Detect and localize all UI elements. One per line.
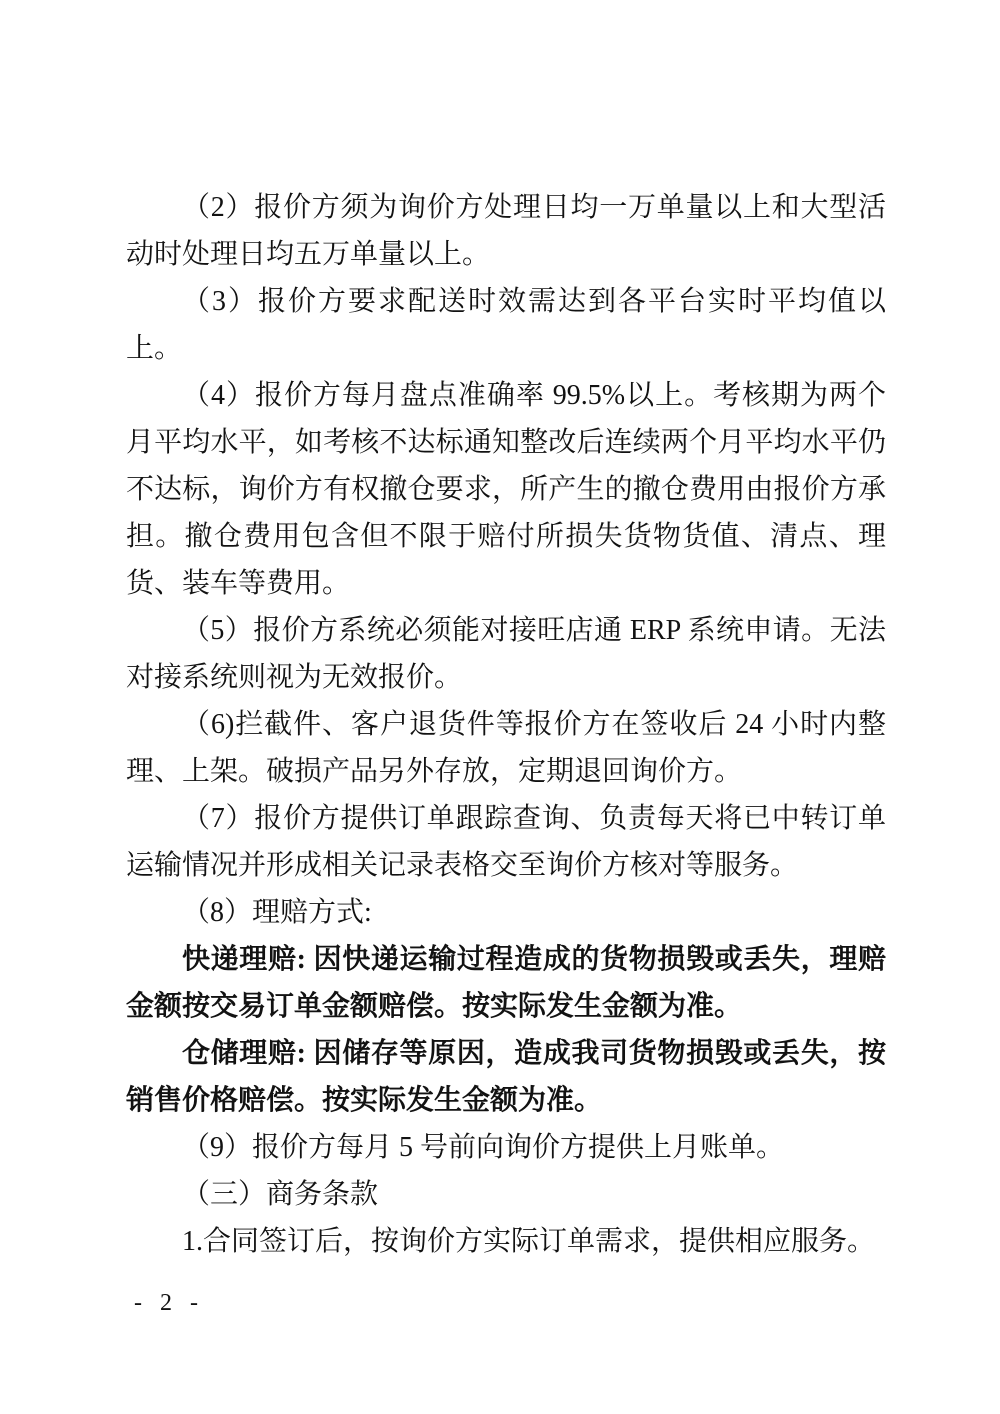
paragraph: （4）报价方每月盘点准确率 99.5%以上。考核期为两个月平均水平，如考核不达标通知整改后连续两个月平均水平仍不达标，询价方有权撤仓要求，所产生的撤仓费用由报价方承担。撤仓费用包含但不限于赔付所损失货物货值、清点、理货、装车等费用。 <box>126 380 886 599</box>
paragraph: 快递理赔: 因快递运输过程造成的货物损毁或丢失，理赔金额按交易订单金额赔偿。按实际发生金额为准。 <box>126 944 886 1022</box>
document-body <box>126 184 886 1265</box>
paragraph: （2）报价方须为询价方处理日均一万单量以上和大型活动时处理日均五万单量以上。 <box>126 192 886 270</box>
paragraph: （8）理赔方式: <box>182 897 372 928</box>
page-number: - 2 - <box>134 1290 204 1316</box>
paragraph: 仓储理赔: 因储存等原因，造成我司货物损毁或丢失，按销售价格赔偿。按实际发生金额为准。 <box>126 1038 886 1116</box>
paragraph: （5）报价方系统必须能对接旺店通 ERP 系统申请。无法对接系统则视为无效报价。 <box>126 615 886 693</box>
paragraph: （三）商务条款 <box>182 1179 379 1210</box>
paragraph: （6)拦截件、客户退货件等报价方在签收后 24 小时内整理、上架。破损产品另外存放，定期退回询价方。 <box>126 709 886 787</box>
paragraph: （3）报价方要求配送时效需达到各平台实时平均值以上。 <box>126 286 886 364</box>
paragraph: （9）报价方每月 5 号前向询价方提供上月账单。 <box>182 1132 785 1163</box>
paragraph: 1.合同签订后，按询价方实际订单需求，提供相应服务。 <box>182 1226 876 1257</box>
paragraph: （7）报价方提供订单跟踪查询、负责每天将已中转订单运输情况并形成相关记录表格交至询价方核对等服务。 <box>126 803 886 881</box>
